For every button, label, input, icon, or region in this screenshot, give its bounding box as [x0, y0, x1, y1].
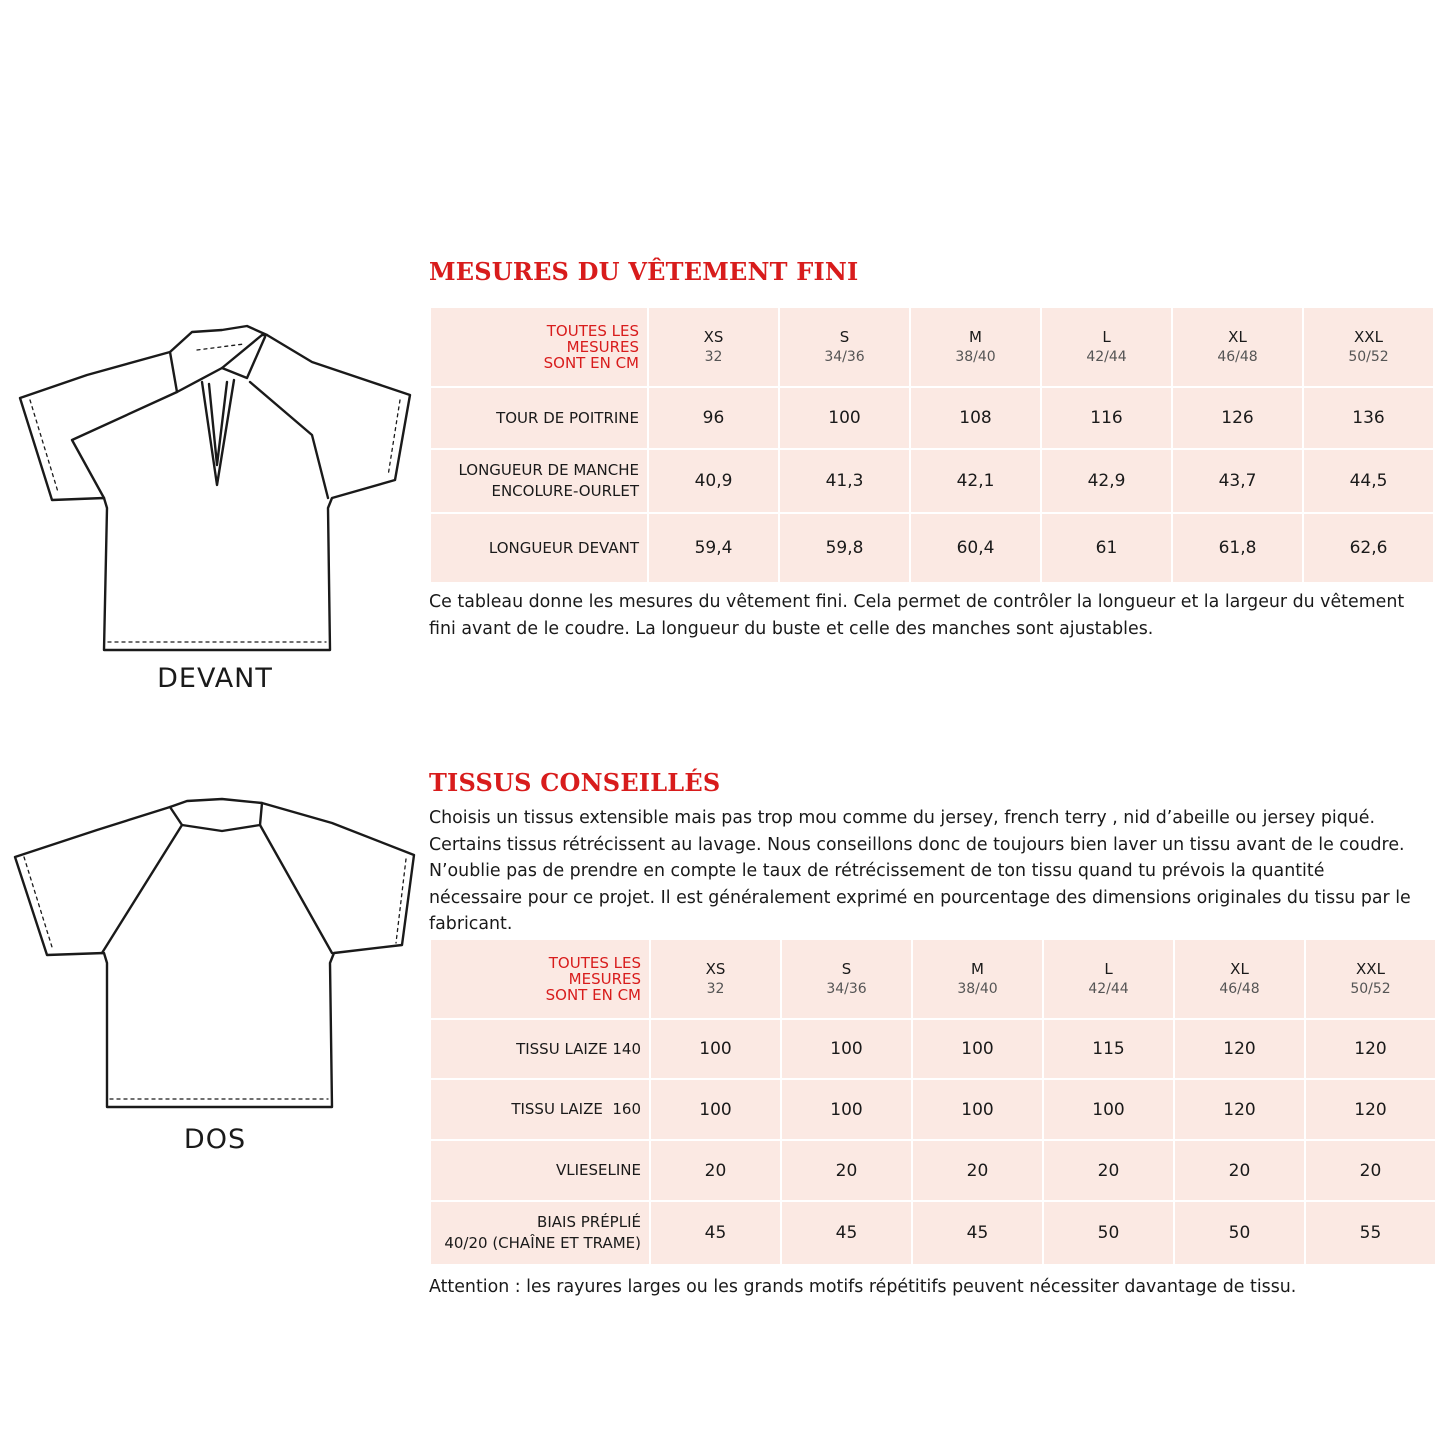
table-cell: 20 — [913, 1139, 1042, 1200]
table-cell: 50 — [1044, 1200, 1173, 1264]
table-cell: 120 — [1306, 1078, 1435, 1139]
size-header-cell: M 38/40 — [911, 308, 1040, 386]
size-header-row — [431, 308, 1433, 386]
table-cell: 45 — [651, 1200, 780, 1264]
size-header-cell: L 42/44 — [1042, 308, 1171, 386]
row-label: LONGUEUR DE MANCHE ENCOLURE-OURLET — [431, 448, 647, 512]
table-row — [431, 1200, 1435, 1264]
table-cell: 42,9 — [1042, 448, 1171, 512]
table-cell: 20 — [782, 1139, 911, 1200]
back-shirt-illustration — [12, 795, 422, 1115]
front-shirt-illustration — [12, 320, 422, 660]
table-cell: 55 — [1306, 1200, 1435, 1264]
fabric-warning-note: Attention : les rayures larges ou les grands motifs répétitifs peuvent nécessiter davantage de tissu. — [429, 1277, 1297, 1297]
table-cell: 100 — [651, 1078, 780, 1139]
row-label: TISSU LAIZE 140 — [431, 1018, 649, 1078]
table-cell: 96 — [649, 386, 778, 448]
size-header-cell: XS 32 — [649, 308, 778, 386]
size-header-cell: XS 32 — [651, 940, 780, 1018]
table-row — [431, 448, 1433, 512]
table-cell: 100 — [782, 1018, 911, 1078]
table-cell: 20 — [651, 1139, 780, 1200]
table-cell: 61,8 — [1173, 512, 1302, 582]
units-note: TOUTES LES MESURES SONT EN CM — [431, 940, 649, 1018]
table-cell: 45 — [782, 1200, 911, 1264]
size-header-cell: M 38/40 — [913, 940, 1042, 1018]
table-cell: 116 — [1042, 386, 1171, 448]
table-cell: 59,4 — [649, 512, 778, 582]
table-cell: 120 — [1175, 1078, 1304, 1139]
table-cell: 100 — [913, 1018, 1042, 1078]
row-label: BIAIS PRÉPLIÉ 40/20 (CHAÎNE ET TRAME) — [431, 1200, 649, 1264]
table-cell: 100 — [780, 386, 909, 448]
table-cell: 41,3 — [780, 448, 909, 512]
table-cell: 100 — [782, 1078, 911, 1139]
table-cell: 20 — [1306, 1139, 1435, 1200]
row-label: TOUR DE POITRINE — [431, 386, 647, 448]
table-cell: 126 — [1173, 386, 1302, 448]
size-header-cell: XXL 50/52 — [1304, 308, 1433, 386]
table-cell: 61 — [1042, 512, 1171, 582]
table-row — [431, 1018, 1435, 1078]
table-cell: 100 — [651, 1018, 780, 1078]
row-label: VLIESELINE — [431, 1139, 649, 1200]
table-cell: 100 — [913, 1078, 1042, 1139]
table-row — [431, 1139, 1435, 1200]
table-cell: 45 — [913, 1200, 1042, 1264]
size-header-row — [431, 940, 1435, 1018]
table-cell: 120 — [1306, 1018, 1435, 1078]
table-cell: 43,7 — [1173, 448, 1302, 512]
table-cell: 59,8 — [780, 512, 909, 582]
table-cell: 44,5 — [1304, 448, 1433, 512]
table-cell: 20 — [1175, 1139, 1304, 1200]
row-label: LONGUEUR DEVANT — [431, 512, 647, 582]
finished-measurements-note: Ce tableau donne les mesures du vêtement fini. Cela permet de contrôler la longueur et la largeur du vêtement fini avant de le coudre. La longueur du buste et celle des manches sont ajustables. — [429, 592, 1405, 639]
size-header-cell: XL 46/48 — [1173, 308, 1302, 386]
units-note: TOUTES LES MESURES SONT EN CM — [431, 308, 647, 386]
fabric-intro: Choisis un tissus extensible mais pas trop mou comme du jersey, french terry , nid d’abeille ou jersey piqué. Certains tissus rétrécissent au lavage. Nous conseillons donc de toujours bien laver un tissu avant de le coudre. N’oublie pas de prendre en compte le taux de rétrécissement de ton tissu quand tu prévois la quantité nécessaire pour ce projet. Il est généralement exprimé en pourcentage des dimensions originales du tissu par le fabricant. — [429, 808, 1411, 934]
table-cell: 20 — [1044, 1139, 1173, 1200]
fabric-requirements-table — [429, 940, 1437, 1264]
size-header-cell: XL 46/48 — [1175, 940, 1304, 1018]
back-caption: DOS — [183, 1124, 247, 1155]
polo-shirt-front-icon — [12, 320, 422, 660]
table-cell: 40,9 — [649, 448, 778, 512]
polo-shirt-back-icon — [12, 795, 422, 1115]
table-cell: 62,6 — [1304, 512, 1433, 582]
table-row — [431, 386, 1433, 448]
finished-measurements-table — [429, 308, 1435, 582]
table-cell: 115 — [1044, 1018, 1173, 1078]
row-label: TISSU LAIZE 160 — [431, 1078, 649, 1139]
size-header-cell: S 34/36 — [782, 940, 911, 1018]
table-cell: 120 — [1175, 1018, 1304, 1078]
table-row — [431, 1078, 1435, 1139]
table-cell: 136 — [1304, 386, 1433, 448]
finished-measurements-title: MESURES DU VÊTEMENT FINI — [429, 257, 859, 286]
size-header-cell: S 34/36 — [780, 308, 909, 386]
table-cell: 108 — [911, 386, 1040, 448]
front-caption: DEVANT — [157, 663, 273, 694]
table-row — [431, 512, 1433, 582]
table-cell: 100 — [1044, 1078, 1173, 1139]
size-header-cell: L 42/44 — [1044, 940, 1173, 1018]
table-cell: 42,1 — [911, 448, 1040, 512]
table-cell: 50 — [1175, 1200, 1304, 1264]
fabric-title: TISSUS CONSEILLÉS — [429, 768, 721, 797]
size-header-cell: XXL 50/52 — [1306, 940, 1435, 1018]
table-cell: 60,4 — [911, 512, 1040, 582]
